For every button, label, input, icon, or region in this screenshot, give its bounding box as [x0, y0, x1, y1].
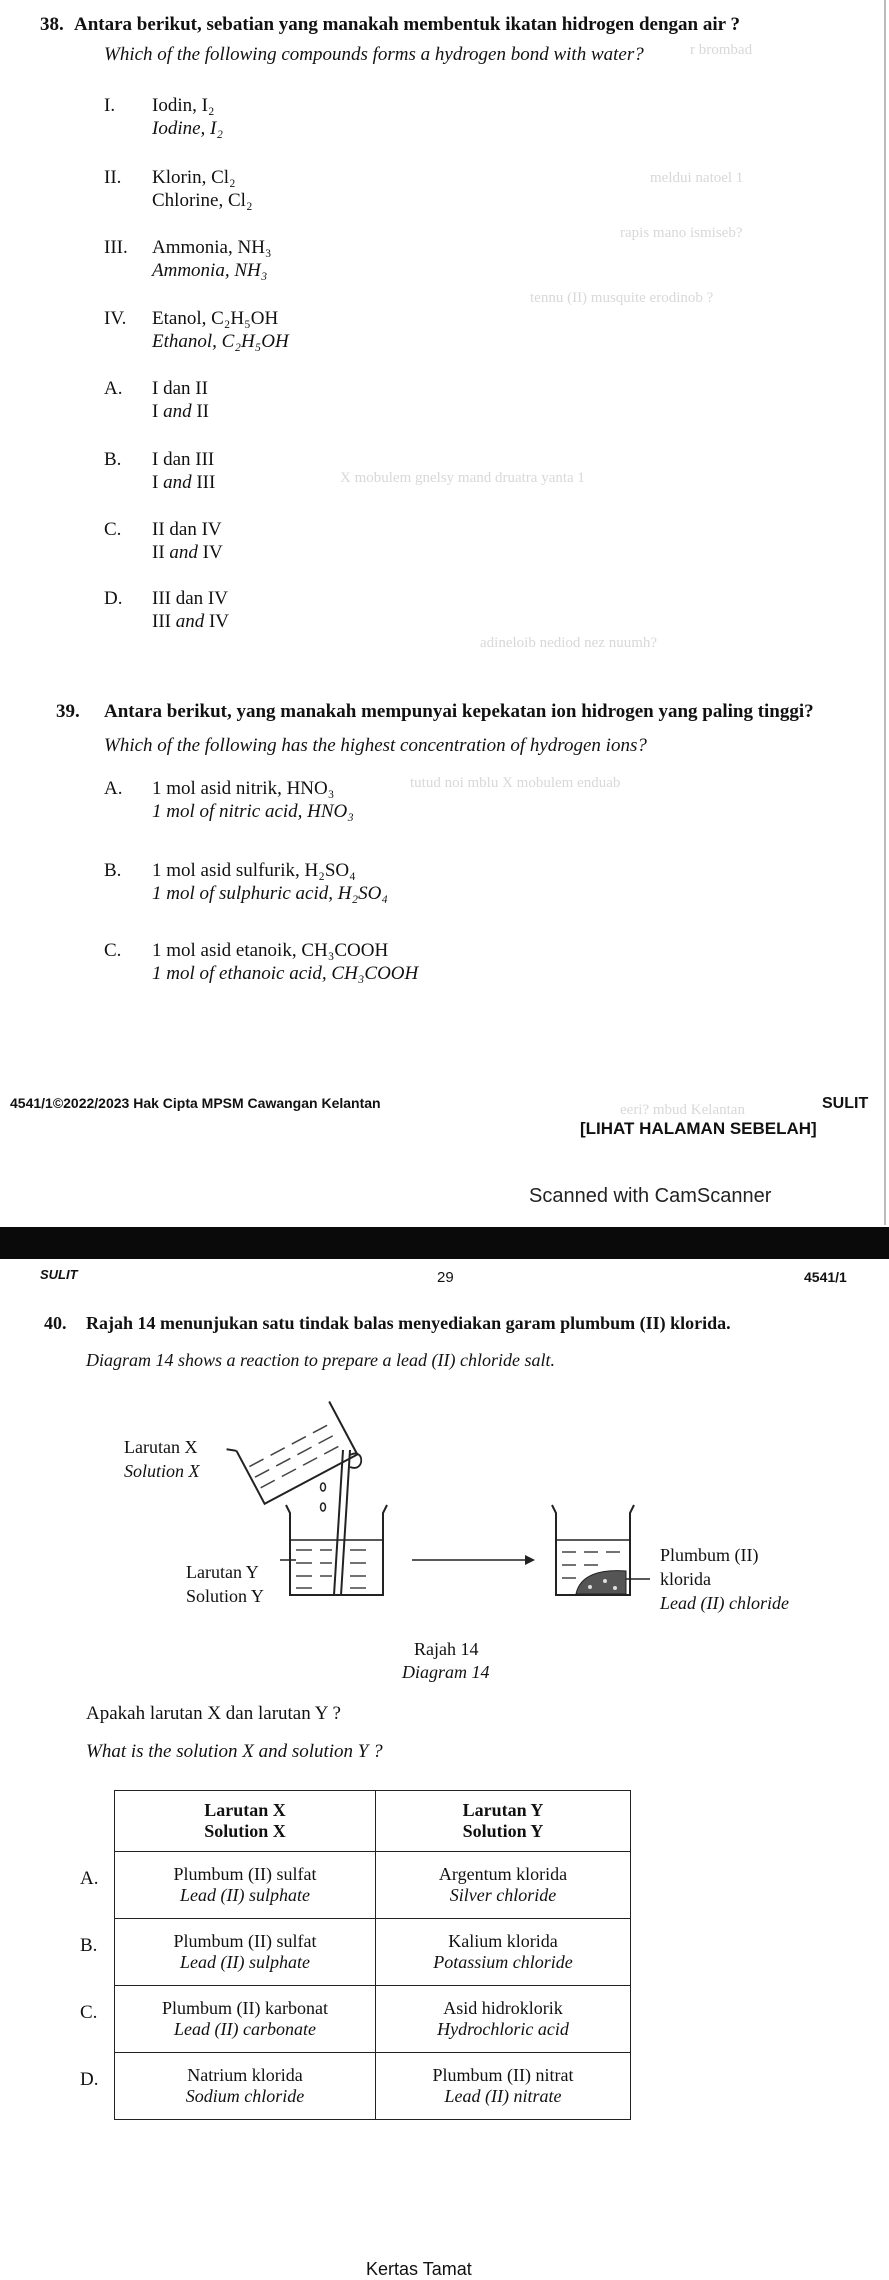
q40-prompt-my: Apakah larutan X dan larutan Y ? — [86, 1703, 341, 1724]
q40-text-my: Rajah 14 menunjukan satu tindak balas menyediakan garam plumbum (II) klorida. — [86, 1313, 731, 1333]
ghost-text: tennu (II) musquite erodinob ? — [530, 290, 714, 306]
table-header-x: Larutan X Solution X — [115, 1791, 376, 1852]
q38-text-my: Antara berikut, sebatian yang manakah membentuk ikatan hidrogen dengan air ? — [74, 14, 740, 35]
table-row — [115, 1986, 631, 2053]
table-row — [115, 1852, 631, 1919]
footer-sulit: SULIT — [822, 1095, 869, 1112]
q39-option-b: B. 1 mol asid sulfurik, H₂SO₄ — [104, 860, 356, 881]
label-solution-y-my: Larutan Y — [186, 1562, 259, 1582]
table-cell-x: Plumbum (II) sulfat Lead (II) sulphate — [115, 1919, 376, 1986]
header-page-number: 29 — [437, 1269, 454, 1286]
q38-option-d: D. III dan IV — [104, 588, 228, 609]
q38-option-c-en: II and IV — [152, 542, 223, 563]
footer-copyright: 4541/1©2022/2023 Hak Cipta MPSM Cawangan Kelantan — [10, 1095, 381, 1111]
q39-option-a-en: 1 mol of nitric acid, HNO₃ — [152, 801, 354, 822]
q38-option-b-en: I and III — [152, 472, 216, 493]
ghost-text: meldui natoel 1 — [650, 170, 744, 186]
q38-item-3: III. Ammonia, NH₃ — [104, 237, 272, 258]
diagram-14 — [160, 1395, 680, 1655]
label-solution-y-en: Solution Y — [186, 1586, 264, 1606]
label-product-my-2: klorida — [660, 1569, 711, 1589]
table-cell-y: Plumbum (II) nitrat Lead (II) nitrate — [376, 2053, 631, 2120]
ghost-text: eeri? mbud Kelantan — [620, 1102, 745, 1118]
q38-option-d-en: III and IV — [152, 611, 230, 632]
diagram-caption-my: Rajah 14 — [414, 1639, 479, 1659]
drop — [321, 1483, 326, 1491]
q39-option-a: A. 1 mol asid nitrik, HNO₃ — [104, 778, 335, 799]
q38-item-2: II. Klorin, Cl₂ — [104, 167, 236, 188]
table-row — [115, 2053, 631, 2120]
q38-number: 38. — [40, 14, 64, 35]
q38-item-3-en: Ammonia, NH₃ — [152, 260, 268, 281]
page-separator — [0, 1227, 889, 1259]
reaction-arrow — [412, 1555, 535, 1565]
ghost-text: tutud noi mblu X mobulem enduab — [410, 775, 621, 791]
q38-option-a: A. I dan II — [104, 378, 208, 399]
diagram-caption-en: Diagram 14 — [402, 1662, 490, 1682]
q38-option-b: B. I dan III — [104, 449, 215, 470]
row-letter-b: B. — [80, 1935, 98, 1956]
ghost-text: rapis mano ismiseb? — [620, 225, 743, 241]
drop — [321, 1503, 326, 1511]
label-product-en: Lead (II) chloride — [660, 1593, 789, 1613]
glass-rod — [334, 1450, 361, 1595]
right-beaker — [552, 1505, 634, 1595]
q38-item-2-en: Chlorine, Cl₂ — [152, 190, 253, 211]
q39-text-en: Which of the following has the highest concentration of hydrogen ions? — [104, 735, 647, 756]
page-edge-line — [884, 0, 886, 1225]
label-product-my-1: Plumbum (II) — [660, 1545, 759, 1565]
pouring-beaker — [227, 1396, 358, 1507]
q38-item-4: IV. Etanol, C₂H₅OH — [104, 308, 279, 329]
q39-option-b-en: 1 mol of sulphuric acid, H₂SO₄ — [152, 883, 388, 904]
q40-text-en: Diagram 14 shows a reaction to prepare a lead (II) chloride salt. — [86, 1350, 555, 1370]
table-cell-x: Plumbum (II) sulfat Lead (II) sulphate — [115, 1852, 376, 1919]
table-cell-y: Asid hidroklorik Hydrochloric acid — [376, 1986, 631, 2053]
camscanner-watermark: Scanned with CamScanner — [529, 1185, 772, 1207]
q38-item-4-en: Ethanol, C₂H₅OH — [152, 331, 289, 352]
q38-option-c: C. II dan IV — [104, 519, 222, 540]
q38-option-a-en: I and II — [152, 401, 209, 422]
q39-text-my: Antara berikut, yang manakah mempunyai kepekatan ion hidrogen yang paling tinggi? — [104, 701, 814, 722]
q38-item-1-en: Iodine, I₂ — [152, 118, 223, 139]
label-solution-x-my: Larutan X — [124, 1437, 198, 1457]
bottom-partial-text: Kertas Tamat — [366, 2259, 472, 2279]
q38-text-en: Which of the following compounds forms a hydrogen bond with water? — [104, 44, 644, 65]
ghost-text: adineloib nediod nez nuumh? — [480, 635, 658, 651]
table-cell-x: Plumbum (II) karbonat Lead (II) carbonate — [115, 1986, 376, 2053]
header-sulit: SULIT — [40, 1267, 78, 1282]
ghost-text: r brombad — [690, 42, 753, 58]
table-header-row — [115, 1791, 631, 1852]
row-letter-d: D. — [80, 2069, 99, 2090]
answer-table — [114, 1790, 631, 2120]
table-row — [115, 1919, 631, 1986]
q38-item-1: I. Iodin, I₂ — [104, 95, 215, 116]
ghost-text: X mobulem gnelsy mand druatra yanta 1 — [340, 470, 585, 486]
q40-prompt-en: What is the solution X and solution Y ? — [86, 1741, 383, 1762]
table-header-y: Larutan Y Solution Y — [376, 1791, 631, 1852]
q39-option-c: C. 1 mol asid etanoik, CH₃COOH — [104, 940, 389, 961]
row-letter-c: C. — [80, 2002, 98, 2023]
q39-number: 39. — [56, 701, 80, 722]
table-cell-y: Kalium klorida Potassium chloride — [376, 1919, 631, 1986]
row-letter-a: A. — [80, 1868, 99, 1889]
table-cell-y: Argentum klorida Silver chloride — [376, 1852, 631, 1919]
q39-option-c-en: 1 mol of ethanoic acid, CH₃COOH — [152, 963, 419, 984]
q40-number: 40. — [44, 1313, 67, 1333]
footer-turn-page: [LIHAT HALAMAN SEBELAH] — [580, 1119, 817, 1138]
table-cell-x: Natrium klorida Sodium chloride — [115, 2053, 376, 2120]
header-code: 4541/1 — [804, 1269, 847, 1285]
label-solution-x-en: Solution X — [124, 1461, 200, 1481]
